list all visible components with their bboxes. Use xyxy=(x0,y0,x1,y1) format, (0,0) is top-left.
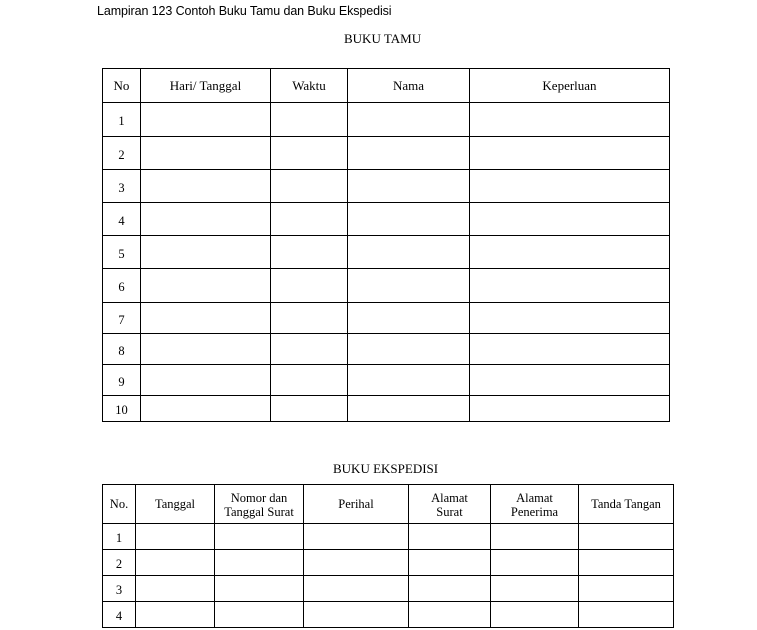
empty-cell xyxy=(579,576,674,602)
column-header-label-line2: Penerima xyxy=(510,505,559,519)
empty-cell xyxy=(470,137,670,170)
empty-cell xyxy=(348,103,470,137)
row-number-cell: 9 xyxy=(103,365,141,396)
empty-cell xyxy=(271,103,348,137)
table-row xyxy=(103,602,674,628)
table-row xyxy=(103,103,670,137)
table-row xyxy=(103,396,670,422)
table-row xyxy=(103,269,670,303)
empty-cell xyxy=(348,365,470,396)
empty-cell xyxy=(304,576,409,602)
row-number-cell: 5 xyxy=(103,236,141,269)
empty-cell xyxy=(470,170,670,203)
table-row xyxy=(103,550,674,576)
empty-cell xyxy=(141,203,271,236)
empty-cell xyxy=(136,602,215,628)
empty-cell xyxy=(271,269,348,303)
row-number-cell: 7 xyxy=(103,303,141,334)
column-header-no: No xyxy=(103,69,141,103)
page-heading: Lampiran 123 Contoh Buku Tamu dan Buku Ekspedisi xyxy=(97,4,392,18)
empty-cell xyxy=(470,269,670,303)
column-header-perihal xyxy=(304,485,409,524)
row-number-cell: 1 xyxy=(103,524,136,550)
column-header-label-line1: Alamat xyxy=(431,491,468,505)
row-number-cell: 8 xyxy=(103,334,141,365)
table-row xyxy=(103,303,670,334)
empty-cell xyxy=(215,576,304,602)
empty-cell xyxy=(271,137,348,170)
empty-cell xyxy=(304,524,409,550)
column-header-nama: Nama xyxy=(348,69,470,103)
empty-cell xyxy=(348,269,470,303)
empty-cell xyxy=(470,236,670,269)
empty-cell xyxy=(136,524,215,550)
empty-cell xyxy=(579,602,674,628)
buku-tamu-table xyxy=(102,68,670,422)
column-header-keperluan: Keperluan xyxy=(470,69,670,103)
empty-cell xyxy=(141,137,271,170)
column-header-label-line1: Nomor dan xyxy=(230,491,288,505)
empty-cell xyxy=(304,550,409,576)
empty-cell xyxy=(348,334,470,365)
empty-cell xyxy=(271,396,348,422)
column-header-label-line1: Alamat xyxy=(516,491,553,505)
table-row xyxy=(103,524,674,550)
row-number-cell: 2 xyxy=(103,550,136,576)
row-number-cell: 10 xyxy=(103,396,141,422)
empty-cell xyxy=(215,602,304,628)
empty-cell xyxy=(271,365,348,396)
row-number-cell: 6 xyxy=(103,269,141,303)
empty-cell xyxy=(491,576,579,602)
buku-tamu-header-row xyxy=(103,69,670,103)
table-row xyxy=(103,576,674,602)
empty-cell xyxy=(271,203,348,236)
empty-cell xyxy=(409,524,491,550)
buku-ekspedisi-header-row xyxy=(103,485,674,524)
table-row xyxy=(103,365,670,396)
column-header-tanggal xyxy=(136,485,215,524)
column-header-label-line2: Surat xyxy=(436,505,463,519)
empty-cell xyxy=(271,303,348,334)
column-header-waktu: Waktu xyxy=(271,69,348,103)
empty-cell xyxy=(141,269,271,303)
empty-cell xyxy=(409,576,491,602)
column-header-no xyxy=(103,485,136,524)
column-header-label: Tanda Tangan xyxy=(591,497,661,511)
column-header-label-line2: Tanggal Surat xyxy=(224,505,294,519)
table-row xyxy=(103,334,670,365)
empty-cell xyxy=(470,203,670,236)
empty-cell xyxy=(348,236,470,269)
empty-cell xyxy=(470,334,670,365)
empty-cell xyxy=(470,365,670,396)
empty-cell xyxy=(141,236,271,269)
buku-tamu-title: BUKU TAMU xyxy=(344,31,422,46)
empty-cell xyxy=(304,602,409,628)
empty-cell xyxy=(579,550,674,576)
empty-cell xyxy=(348,303,470,334)
empty-cell xyxy=(141,334,271,365)
empty-cell xyxy=(491,550,579,576)
empty-cell xyxy=(348,396,470,422)
row-number-cell: 3 xyxy=(103,170,141,203)
empty-cell xyxy=(215,550,304,576)
table-row xyxy=(103,170,670,203)
column-header-tanda-tangan xyxy=(579,485,674,524)
empty-cell xyxy=(348,170,470,203)
row-number-cell: 4 xyxy=(103,602,136,628)
buku-ekspedisi-table xyxy=(102,484,674,628)
table-row xyxy=(103,203,670,236)
empty-cell xyxy=(579,524,674,550)
row-number-cell: 3 xyxy=(103,576,136,602)
column-header-alamat-surat xyxy=(409,485,491,524)
row-number-cell: 2 xyxy=(103,137,141,170)
empty-cell xyxy=(348,137,470,170)
empty-cell xyxy=(136,576,215,602)
column-header-nomor-tanggal-surat xyxy=(215,485,304,524)
column-header-label: No. xyxy=(109,497,129,511)
table-row xyxy=(103,236,670,269)
empty-cell xyxy=(491,602,579,628)
empty-cell xyxy=(136,550,215,576)
column-header-alamat-penerima xyxy=(491,485,579,524)
empty-cell xyxy=(271,334,348,365)
empty-cell xyxy=(409,602,491,628)
empty-cell xyxy=(470,103,670,137)
column-header-label: Perihal xyxy=(338,497,374,511)
empty-cell xyxy=(215,524,304,550)
empty-cell xyxy=(271,236,348,269)
empty-cell xyxy=(348,203,470,236)
row-number-cell: 1 xyxy=(103,103,141,137)
row-number-cell: 4 xyxy=(103,203,141,236)
empty-cell xyxy=(470,303,670,334)
empty-cell xyxy=(141,365,271,396)
column-header-hari-tanggal: Hari/ Tanggal xyxy=(141,69,271,103)
empty-cell xyxy=(141,170,271,203)
empty-cell xyxy=(271,170,348,203)
empty-cell xyxy=(409,550,491,576)
empty-cell xyxy=(470,396,670,422)
table-row xyxy=(103,137,670,170)
empty-cell xyxy=(141,396,271,422)
empty-cell xyxy=(141,103,271,137)
column-header-label: Tanggal xyxy=(154,497,196,511)
empty-cell xyxy=(141,303,271,334)
buku-ekspedisi-title: BUKU EKSPEDISI xyxy=(333,461,439,476)
empty-cell xyxy=(491,524,579,550)
